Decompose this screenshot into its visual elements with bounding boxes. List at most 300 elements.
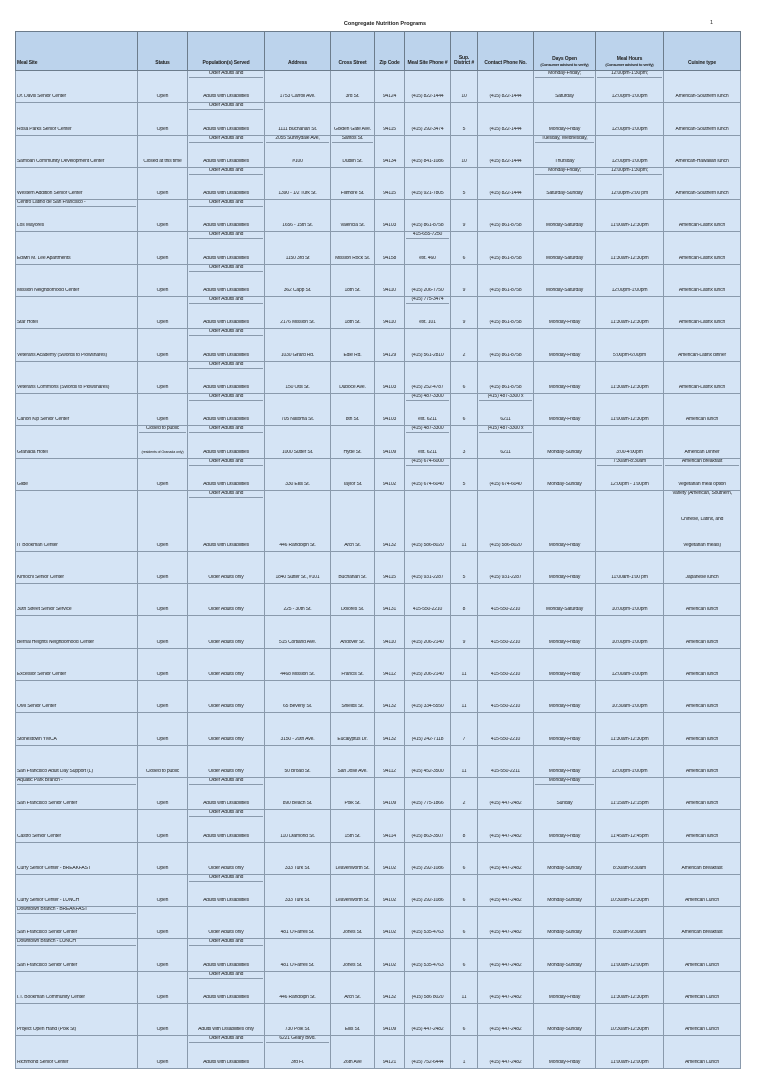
table-cell [188, 329, 265, 361]
table-cell [188, 907, 265, 939]
table-cell [331, 971, 375, 1003]
cell-text: (415) 841-1086 [411, 158, 444, 164]
table-cell [265, 1036, 331, 1068]
cell-text [406, 136, 449, 142]
table-cell [375, 426, 405, 458]
cell-text: 94103 [382, 384, 397, 390]
table-row [16, 200, 741, 232]
page-number: 1 [710, 20, 714, 26]
cell-text [376, 265, 403, 271]
cell-text: Adults with Disabilities [203, 898, 249, 904]
table-cell [265, 264, 331, 296]
cell-text: (415) 775-1866 [411, 801, 444, 807]
table-cell [265, 71, 331, 103]
cell-text: American Breakfast [681, 930, 723, 936]
table-cell [596, 297, 664, 329]
cell-text [376, 491, 403, 497]
table-cell [265, 200, 331, 232]
table-cell [596, 1004, 664, 1036]
cell-text [17, 329, 136, 335]
cell-text: 1840 Sutter St., #101 [275, 575, 320, 581]
table-cell [265, 329, 331, 361]
table-cell [451, 713, 478, 745]
cell-text: Older Adults only [208, 639, 244, 645]
table-row [16, 681, 741, 713]
cell-text: American Dinner [684, 449, 720, 455]
cell-text: 8 [462, 607, 466, 613]
cell-text: 11 [461, 672, 467, 678]
table-cell [405, 393, 451, 425]
cell-text [266, 875, 329, 881]
table-cell [265, 971, 331, 1003]
cell-text [535, 810, 594, 816]
cell-text: (415) 487-3300 x [479, 394, 532, 401]
cell-text: (415) 674-6040 [411, 481, 444, 487]
cell-text [452, 713, 476, 719]
cell-text: 18th St. [344, 288, 361, 294]
cell-text: Downtown Branch - LUNCH [17, 939, 136, 946]
table-cell [478, 167, 534, 199]
table-cell [405, 713, 451, 745]
cell-text [266, 329, 329, 335]
cell-text: Chinese, Latinx, and [680, 516, 724, 522]
cell-text: Open [156, 736, 169, 742]
cell-text: Taylor St. [342, 481, 363, 487]
table-cell [451, 264, 478, 296]
cell-text [139, 552, 186, 558]
cell-text: 1030 Girard Rd. [280, 352, 315, 358]
table-cell [16, 329, 138, 361]
cell-text: 11 [461, 542, 467, 548]
cell-text: Monday-Saturday [545, 255, 584, 261]
cell-text: Dr. Davis Senior Center [17, 94, 67, 100]
cell-text: (415) 586-8020 [489, 542, 522, 548]
cell-text: (415) 242-7118 [411, 736, 444, 742]
cell-text: 1390 - 1/2 Turk St. [278, 191, 317, 197]
cell-text: 1111 Buchanan St. [278, 126, 317, 132]
cell-text: (415) 822-1444 [411, 94, 444, 100]
cell-text: 11:00am-12:00pm [610, 962, 649, 968]
cell-text [665, 426, 739, 432]
cell-text [266, 394, 329, 400]
cell-text: Older Adults and [189, 362, 263, 369]
cell-text [376, 875, 403, 881]
cell-text: 6211 [500, 417, 511, 423]
cell-text [189, 1004, 263, 1010]
cell-text: 225 - 30th St. [283, 607, 312, 613]
cell-text [597, 297, 662, 303]
table-row [16, 297, 741, 329]
table-cell [331, 681, 375, 713]
cell-text [332, 265, 373, 271]
table-cell [534, 1036, 596, 1068]
table-cell [16, 939, 138, 971]
cell-text: 94110 [383, 639, 396, 645]
table-cell [664, 232, 741, 264]
table-cell [664, 551, 741, 583]
cell-text [479, 746, 532, 752]
column-header-label: Meal Hours [616, 55, 643, 62]
cell-text: San Jose Ave. [337, 768, 368, 774]
table-cell [478, 842, 534, 874]
table-cell [138, 713, 188, 745]
cell-text [332, 939, 373, 945]
table-body [16, 71, 741, 1069]
cell-text [452, 875, 476, 881]
table-cell [188, 551, 265, 583]
cell-text [665, 843, 739, 849]
cell-text [597, 746, 662, 752]
table-cell [451, 167, 478, 199]
table-cell [478, 1036, 534, 1068]
cell-text [189, 713, 263, 719]
table-cell [188, 971, 265, 1003]
table-cell [596, 393, 664, 425]
cell-text: 94134 [382, 158, 397, 164]
cell-text: Open [156, 288, 169, 294]
cell-text: 10:30am-1:00pm [611, 704, 648, 710]
table-cell [331, 777, 375, 809]
table-cell [451, 393, 478, 425]
table-cell [188, 71, 265, 103]
table-cell [534, 584, 596, 616]
cell-text: 9 [462, 320, 466, 326]
table-cell [478, 361, 534, 393]
cell-text [665, 232, 739, 238]
cell-text: Edwin M. Lee Apartments [17, 255, 71, 261]
cell-text: Open [156, 962, 169, 968]
table-cell [478, 971, 534, 1003]
cell-text [376, 297, 403, 303]
table-cell [478, 584, 534, 616]
cell-text: Adults with Disabilities [203, 158, 249, 164]
cell-text: Centro Latino de San Francisco - [17, 200, 136, 207]
cell-text: 94112 [383, 768, 396, 774]
cell-text: Open [156, 672, 169, 678]
cell-text [17, 713, 136, 719]
table-row [16, 745, 741, 777]
cell-text: 94132 [382, 704, 397, 710]
cell-text: Ellis St. [344, 1027, 361, 1033]
cell-text: Open [156, 1059, 169, 1065]
cell-text [17, 362, 136, 368]
cell-text: 1753 Carroll Ave. [279, 94, 316, 100]
cell-text: Leavenworth St. [335, 898, 370, 904]
cell-text [665, 810, 739, 816]
cell-text [452, 71, 476, 77]
cell-text: 94121 [382, 1059, 397, 1065]
table-cell [596, 264, 664, 296]
cell-text: 8th St. [345, 417, 360, 423]
cell-text [17, 584, 136, 590]
cell-text [139, 649, 186, 655]
table-cell [451, 745, 478, 777]
cell-text [17, 1004, 136, 1010]
table-cell [188, 1004, 265, 1036]
cell-text [17, 972, 136, 978]
cell-text: Open [156, 223, 169, 229]
cell-text [597, 681, 662, 687]
table-cell [405, 329, 451, 361]
table-cell [596, 842, 664, 874]
cell-text: Adults with Disabilities [203, 542, 249, 548]
table-cell [188, 232, 265, 264]
table-cell [16, 810, 138, 842]
table-cell [478, 264, 534, 296]
table-cell [534, 777, 596, 809]
cell-text [332, 552, 373, 558]
cell-text [665, 329, 739, 335]
table-cell [331, 458, 375, 490]
cell-text: Open [156, 126, 169, 132]
cell-text [266, 426, 329, 432]
cell-text: Saturday-Sunday [546, 191, 583, 197]
cell-text [139, 394, 186, 400]
cell-text [452, 778, 476, 784]
cell-text [597, 939, 662, 945]
cell-text: American-Southern lunch [675, 94, 729, 100]
cell-text: 4468 Mission St. [280, 672, 315, 678]
cell-text: Dublin St. [342, 158, 363, 164]
column-header [596, 32, 664, 71]
table-cell [478, 393, 534, 425]
table-cell [331, 713, 375, 745]
table-cell [138, 584, 188, 616]
cell-text [376, 778, 403, 784]
table-cell [375, 490, 405, 551]
cell-text: American-Latinx dinner [677, 352, 727, 358]
cell-text [332, 778, 373, 784]
cell-text: 12:00pm-1:30pm; [597, 168, 662, 175]
cell-text: Adults with Disabilities [203, 191, 249, 197]
table-cell [478, 810, 534, 842]
cell-text: (415) 447-2482 [489, 833, 522, 839]
cell-text: 94109 [382, 801, 397, 807]
table-cell [265, 874, 331, 906]
table-cell [405, 232, 451, 264]
cell-text: 11:00am-12:30pm [610, 223, 649, 229]
cell-text: (415) 863-3507 [411, 833, 444, 839]
table-cell [478, 458, 534, 490]
table-cell [451, 681, 478, 713]
table-row [16, 777, 741, 809]
table-cell [664, 939, 741, 971]
cell-text: Monday-Sunday [547, 865, 582, 871]
table-cell [405, 939, 451, 971]
cell-text [17, 168, 136, 174]
table-cell [16, 1004, 138, 1036]
table-cell [405, 426, 451, 458]
table-cell [405, 200, 451, 232]
table-cell [265, 1004, 331, 1036]
table-cell [534, 393, 596, 425]
cell-text: 3rd Fl. [290, 1059, 305, 1065]
cell-text: 11 [461, 768, 467, 774]
table-cell [478, 103, 534, 135]
table-cell [16, 648, 138, 680]
cell-text: 2 [462, 801, 466, 807]
cell-text: 94112 [383, 672, 396, 678]
table-cell [478, 200, 534, 232]
programs-table [15, 31, 741, 1069]
cell-text: Older Adults only [208, 607, 244, 613]
table-cell [596, 907, 664, 939]
cell-text [452, 297, 476, 303]
cell-text: Adults with Disabilities [203, 352, 249, 358]
cell-text: (415) 447-2482 [489, 1059, 522, 1065]
cell-text: Vegetarian meals) [683, 542, 721, 548]
table-cell [451, 426, 478, 458]
cell-text: American breakfast [665, 459, 739, 466]
table-cell [188, 939, 265, 971]
cell-text: (415) 447-2482 [489, 962, 522, 968]
cell-text [17, 394, 136, 400]
table-cell [188, 777, 265, 809]
cell-text [376, 584, 403, 590]
table-cell [478, 681, 534, 713]
cell-text [332, 297, 373, 303]
cell-text [535, 843, 594, 849]
cell-text [665, 103, 739, 109]
table-cell [596, 584, 664, 616]
cell-text [376, 713, 403, 719]
cell-text [139, 810, 186, 816]
table-cell [451, 1036, 478, 1068]
cell-text [406, 200, 449, 206]
table-cell [16, 777, 138, 809]
cell-text: American Lunch [684, 962, 720, 968]
cell-text [376, 459, 403, 465]
cell-text: (415) 206-7750 [411, 288, 444, 294]
cell-text: Open [156, 191, 169, 197]
cell-text: #100 [292, 158, 303, 164]
table-cell [375, 167, 405, 199]
table-cell [596, 939, 664, 971]
cell-text [189, 746, 263, 752]
cell-text [406, 1036, 449, 1042]
cell-text: Japanese lunch [685, 575, 719, 581]
cell-text [376, 907, 403, 913]
cell-text: (415) 487-3300 [406, 394, 449, 401]
cell-text: Adults with Disabilities [203, 223, 249, 229]
cell-text: American-Southern lunch [675, 126, 729, 132]
cell-text: 94124 [382, 94, 397, 100]
cell-text: 94102 [382, 865, 397, 871]
cell-text: 11:15am-12:15pm [610, 801, 649, 807]
cell-text: 11:00am-12:00pm [610, 1059, 649, 1065]
table-cell [188, 1036, 265, 1068]
cell-text: 11 [461, 995, 467, 1001]
cell-text [597, 426, 662, 432]
table-cell [16, 874, 138, 906]
cell-text: 3:00-4:00pm [616, 449, 643, 455]
cell-text [139, 136, 186, 142]
cell-text: Older Adults and [189, 491, 263, 498]
cell-text: (415) 931-2287 [411, 575, 444, 581]
cell-text [406, 103, 449, 109]
cell-text [332, 394, 373, 400]
cell-text [376, 329, 403, 335]
cell-text [332, 232, 373, 238]
cell-text [332, 200, 373, 206]
cell-text: American-Hawaiian lunch [675, 158, 729, 164]
table-cell [375, 1004, 405, 1036]
table-cell [375, 264, 405, 296]
table-cell [138, 939, 188, 971]
cell-text: 94110 [383, 320, 396, 326]
table-cell [16, 842, 138, 874]
table-cell [188, 745, 265, 777]
cell-text: Monday-Friday [548, 768, 581, 774]
cell-text [189, 584, 263, 590]
cell-text: Adults with Disabilities [203, 94, 249, 100]
table-cell [478, 907, 534, 939]
cell-text [139, 103, 186, 109]
table-cell [138, 681, 188, 713]
table-row [16, 71, 741, 103]
table-cell [451, 297, 478, 329]
cell-text: 30th Street Senior Service [17, 607, 72, 613]
table-cell [405, 361, 451, 393]
table-cell [331, 232, 375, 264]
cell-text [479, 907, 532, 913]
cell-text [452, 1036, 476, 1042]
table-cell [596, 616, 664, 648]
cell-text [406, 810, 449, 816]
cell-text [139, 713, 186, 719]
table-cell [534, 232, 596, 264]
table-cell [375, 777, 405, 809]
table-cell [138, 71, 188, 103]
table-cell [265, 135, 331, 167]
cell-text: (415) 334-5550 [411, 704, 444, 710]
cell-text [665, 136, 739, 142]
table-cell [664, 616, 741, 648]
table-row [16, 361, 741, 393]
table-cell [331, 135, 375, 167]
table-cell [331, 200, 375, 232]
cell-text: Adults with Disabilities [203, 449, 249, 455]
cell-text: (415) 535-4763 [411, 962, 444, 968]
cell-text [452, 426, 476, 432]
cell-text [17, 459, 136, 465]
table-cell [405, 681, 451, 713]
table-cell [16, 584, 138, 616]
table-cell [375, 713, 405, 745]
table-cell [596, 103, 664, 135]
cell-text [376, 681, 403, 687]
cell-text: 12:00pm-2:00 pm [611, 191, 648, 197]
cell-text [139, 584, 186, 590]
cell-text: 1656 - 15th St. [282, 223, 313, 229]
table-cell [331, 393, 375, 425]
cell-text [665, 394, 739, 400]
table-cell [451, 200, 478, 232]
cell-text: 12:00pm-1:00pm [611, 126, 648, 132]
cell-text: I.T. Bookman Community Center [17, 995, 85, 1001]
table-cell [596, 648, 664, 680]
cell-text [376, 168, 403, 174]
cell-text: American Lunch [684, 995, 720, 1001]
cell-text: (415) 752-6444 [411, 1059, 444, 1065]
cell-text [597, 103, 662, 109]
table-cell [534, 616, 596, 648]
cell-text: American-Latinx lunch [678, 288, 726, 294]
table-cell [331, 874, 375, 906]
cell-text: Open [156, 542, 169, 548]
column-header-label: Cross Street [338, 60, 367, 67]
cell-text [406, 584, 449, 590]
